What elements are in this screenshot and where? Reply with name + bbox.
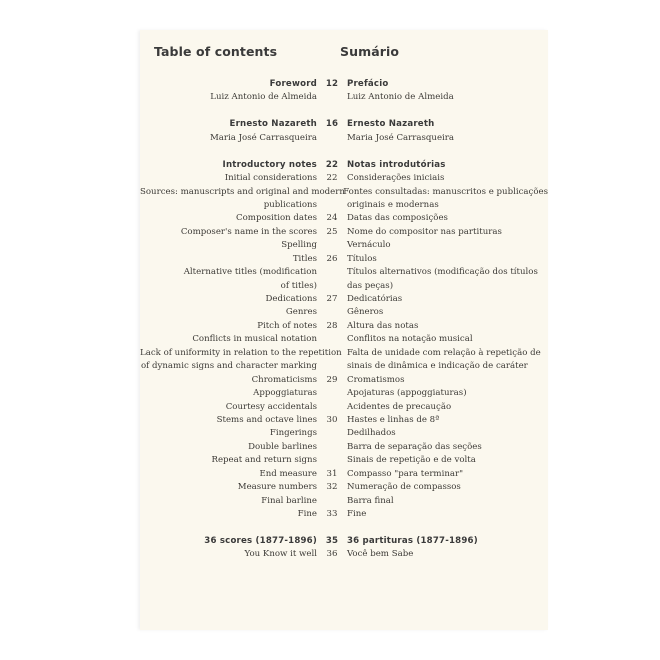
- toc-entry-row: [140, 495, 548, 508]
- entry-portuguese: Falta de unidade com relação à repetição de: [347, 347, 541, 358]
- entry-portuguese: Cromatismos: [347, 374, 405, 385]
- toc-entry-row: [140, 91, 548, 104]
- toc-entry-row: [140, 226, 548, 239]
- toc-entry-row: [140, 266, 548, 279]
- entry-portuguese: Títulos: [347, 253, 377, 264]
- page-number: 27: [326, 294, 338, 304]
- entry-english: End measure: [259, 468, 317, 479]
- toc-heading-row: [140, 535, 548, 548]
- toc-section: [140, 535, 548, 562]
- entry-portuguese: Hastes e linhas de 8ª: [347, 414, 440, 425]
- page-number: [319, 239, 345, 252]
- entry-portuguese: Fine: [347, 509, 367, 519]
- toc-entry-row: [140, 441, 548, 454]
- title-portuguese: Sumário: [340, 44, 400, 59]
- entry-english: Titles: [292, 253, 317, 264]
- entry-english: Courtesy accidentals: [225, 401, 317, 412]
- entry-english: Chromaticisms: [251, 374, 317, 385]
- page-number: [319, 199, 345, 212]
- page-number: [319, 454, 345, 467]
- entry-portuguese: Compasso "para terminar": [347, 468, 464, 479]
- entry-portuguese: Ernesto Nazareth: [347, 119, 435, 130]
- entry-portuguese: Fontes consultadas: manuscritos e publicações: [343, 186, 548, 197]
- table-of-contents: [140, 78, 548, 575]
- page-number: [319, 91, 345, 104]
- entry-english: 36 scores (1877-1896): [204, 535, 317, 546]
- toc-section: [140, 118, 548, 145]
- toc-entry-row: [140, 347, 548, 360]
- entry-portuguese: Considerações iniciais: [347, 173, 445, 184]
- entry-english: Luiz Antonio de Almeida: [210, 92, 317, 103]
- toc-entry-row: [140, 333, 548, 346]
- entry-english: Fine: [297, 509, 317, 519]
- toc-entry-row: [140, 253, 548, 266]
- page-number: 16: [325, 119, 339, 130]
- page-number: 32: [326, 482, 338, 493]
- page-number: 35: [325, 535, 339, 546]
- entry-portuguese: Numeração de compassos: [347, 482, 461, 493]
- entry-english: Composer's name in the scores: [180, 226, 317, 237]
- entry-english: of dynamic signs and character marking: [140, 361, 317, 372]
- entry-portuguese: Barra de separação das seções: [347, 441, 482, 452]
- entry-english: Genres: [285, 307, 317, 318]
- entry-portuguese: Conflitos na notação musical: [347, 334, 473, 345]
- entry-portuguese: Acidentes de precaução: [347, 401, 452, 412]
- page-number: 36: [326, 549, 338, 560]
- entry-english: Fingerings: [269, 428, 317, 439]
- entry-portuguese: Nome do compositor nas partituras: [347, 226, 502, 237]
- entry-portuguese: Datas das composições: [347, 213, 448, 224]
- entry-portuguese: Dedicatórias: [347, 294, 403, 304]
- page-number: [319, 186, 341, 199]
- entry-portuguese: Altura das notas: [347, 320, 419, 331]
- page-number: [319, 427, 345, 440]
- entry-portuguese: Maria José Carrasqueira: [347, 132, 455, 143]
- entry-english: Composition dates: [236, 213, 317, 224]
- entry-english: Maria José Carrasqueira: [209, 132, 317, 143]
- entry-english: Conflicts in musical notation: [192, 334, 317, 345]
- entry-english: Ernesto Nazareth: [229, 119, 317, 130]
- toc-entry-row: [140, 374, 548, 387]
- entry-english: of titles): [280, 280, 317, 291]
- entry-english: Dedications: [265, 294, 317, 304]
- toc-entry-row: [140, 401, 548, 414]
- page-number: 33: [326, 509, 338, 519]
- page-number: 28: [326, 320, 338, 331]
- toc-entry-row: [140, 454, 548, 467]
- entry-portuguese: Prefácio: [347, 79, 389, 89]
- page-number: 24: [326, 213, 338, 224]
- page-number: [319, 280, 345, 293]
- entry-english: Sources: manuscripts and original and modern: [140, 186, 345, 197]
- entry-portuguese: Dedilhados: [347, 428, 396, 439]
- toc-entry-row: [140, 387, 548, 400]
- entry-english: You Know it well: [244, 549, 317, 560]
- toc-entry-row: [140, 186, 548, 199]
- toc-entry-row: [140, 360, 548, 373]
- entry-english: Appoggiaturas: [253, 388, 317, 399]
- entry-portuguese: Apojaturas (appoggiaturas): [347, 388, 467, 399]
- page-number: 26: [326, 253, 338, 264]
- entry-english: Foreword: [269, 79, 317, 89]
- toc-entry-row: [140, 239, 548, 252]
- toc-entry-row: [140, 468, 548, 481]
- page-number: [319, 132, 345, 145]
- toc-entry-row: [140, 320, 548, 333]
- page-number: [319, 441, 345, 454]
- entry-portuguese: Sinais de repetição e de volta: [347, 455, 476, 466]
- toc-heading-row: [140, 78, 548, 91]
- entry-english: Repeat and return signs: [211, 455, 317, 466]
- page-number: [319, 306, 345, 319]
- page-number: 29: [326, 374, 338, 385]
- entry-english: Alternative titles (modification: [183, 267, 317, 278]
- toc-entry-row: [140, 293, 548, 306]
- toc-entry-row: [140, 199, 548, 212]
- entry-portuguese: sinais de dinâmica e indicação de caráter: [347, 361, 528, 372]
- entry-english: Stems and octave lines: [216, 414, 317, 425]
- toc-entry-row: [140, 481, 548, 494]
- page-number: [319, 387, 345, 400]
- page-number: [319, 347, 345, 360]
- toc-entry-row: [140, 427, 548, 440]
- toc-entry-row: [140, 132, 548, 145]
- entry-english: Measure numbers: [237, 482, 317, 493]
- page-number: [319, 266, 345, 279]
- document-page: [140, 30, 548, 630]
- toc-heading-row: [140, 159, 548, 172]
- page-number: [319, 495, 345, 508]
- entry-portuguese: 36 partituras (1877-1896): [347, 535, 478, 546]
- entry-english: Pitch of notes: [257, 320, 317, 331]
- toc-entry-row: [140, 212, 548, 225]
- toc-entry-row: [140, 414, 548, 427]
- toc-entry-row: [140, 172, 548, 185]
- page-number: 30: [326, 414, 338, 425]
- entry-portuguese: Gêneros: [347, 307, 384, 318]
- page-number: 12: [325, 79, 339, 89]
- entry-portuguese: Títulos alternativos (modificação dos títulos: [347, 267, 538, 278]
- toc-section: [140, 78, 548, 105]
- page-number: 31: [326, 468, 338, 479]
- entry-portuguese: Barra final: [347, 495, 394, 506]
- entry-english: Introductory notes: [222, 159, 317, 170]
- entry-english: Spelling: [281, 240, 317, 251]
- entry-portuguese: Notas introdutórias: [347, 159, 446, 170]
- entry-portuguese: Luiz Antonio de Almeida: [347, 92, 454, 103]
- page-number: [319, 333, 345, 346]
- title-english: Table of contents: [154, 44, 278, 59]
- toc-entry-row: [140, 548, 548, 561]
- entry-english: Double barlines: [248, 441, 317, 452]
- toc-entry-row: [140, 280, 548, 293]
- toc-section: [140, 159, 548, 522]
- toc-heading-row: [140, 118, 548, 131]
- entry-english: Initial considerations: [224, 173, 317, 184]
- page-number: 22: [325, 159, 339, 170]
- entry-portuguese: Você bem Sabe: [347, 549, 414, 560]
- entry-portuguese: originais e modernas: [347, 199, 439, 210]
- entry-english: publications: [263, 199, 317, 210]
- page-number: 25: [326, 226, 338, 237]
- page-number: [319, 401, 345, 414]
- page-number: 22: [326, 173, 338, 184]
- toc-entry-row: [140, 306, 548, 319]
- page-number: [319, 360, 345, 373]
- entry-english: Lack of uniformity in relation to the repetition: [140, 347, 342, 358]
- toc-entry-row: [140, 508, 548, 521]
- entry-portuguese: das peças): [347, 280, 394, 291]
- entry-english: Final barline: [261, 495, 317, 506]
- entry-portuguese: Vernáculo: [347, 240, 391, 251]
